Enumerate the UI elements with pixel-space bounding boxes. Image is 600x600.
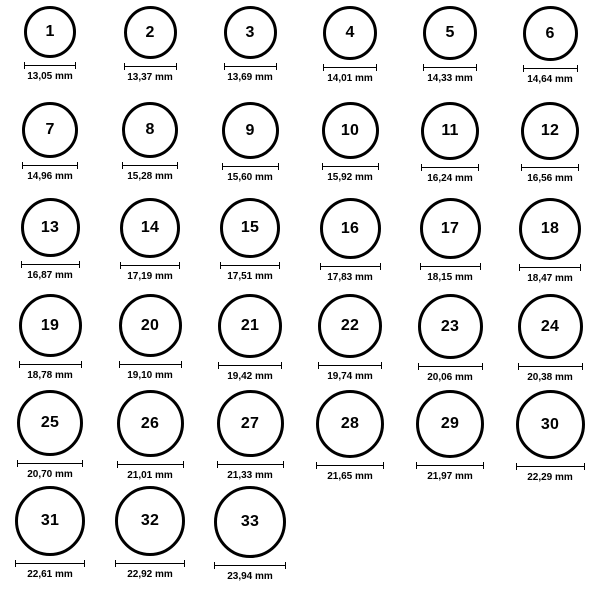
ring-size-cell (100, 102, 200, 198)
dimension-annotation (516, 463, 585, 483)
ring-circle (516, 390, 585, 459)
diameter-label: 13,69 mm (227, 72, 273, 83)
dimension-annotation (316, 462, 384, 482)
dimension-bar (24, 62, 76, 69)
ring-circle (318, 294, 382, 358)
dimension-annotation (214, 562, 286, 582)
diameter-label: 14,01 mm (327, 73, 373, 84)
ring-circle (15, 486, 85, 556)
diameter-label: 20,38 mm (527, 372, 573, 383)
ring-size-number: 1 (45, 23, 55, 40)
diameter-label: 20,06 mm (427, 372, 473, 383)
dimension-tick-left (322, 163, 323, 170)
ring-size-number: 5 (445, 24, 455, 41)
dimension-tick-left (19, 361, 20, 368)
ring-circle (217, 390, 284, 457)
dimension-bar (220, 262, 280, 269)
dimension-tick-left (416, 462, 417, 469)
ring-size-cell (100, 294, 200, 390)
dimension-tick-left (418, 363, 419, 370)
diameter-label: 15,92 mm (327, 172, 373, 183)
dimension-annotation (117, 461, 184, 481)
ring-size-number: 27 (240, 414, 260, 432)
ring-circle (322, 102, 379, 159)
ring-size-cell (500, 102, 600, 198)
dimension-bar (122, 162, 178, 169)
dimension-tick-right (483, 462, 484, 469)
ring-circle (320, 198, 381, 259)
ring-size-number: 28 (340, 415, 360, 432)
dimension-annotation (21, 261, 80, 281)
dimension-bar (119, 361, 182, 368)
ring-size-number: 29 (440, 415, 460, 432)
dimension-tick-right (75, 62, 76, 69)
diameter-label: 18,47 mm (527, 273, 573, 284)
diameter-label: 13,37 mm (127, 72, 173, 83)
ring-size-cell (400, 102, 500, 198)
dimension-tick-left (218, 362, 219, 369)
dimension-tick-right (381, 362, 382, 369)
diameter-label: 20,70 mm (27, 469, 73, 480)
dimension-annotation (320, 263, 381, 283)
dimension-annotation (521, 164, 579, 184)
ring-size-cell (100, 390, 200, 486)
dimension-tick-right (378, 163, 379, 170)
ring-size-cell (100, 198, 200, 294)
dimension-tick-right (177, 162, 178, 169)
ring-circle (316, 390, 384, 458)
ring-circle (521, 102, 579, 160)
dimension-annotation (115, 560, 185, 580)
ring-size-number: 6 (545, 24, 555, 42)
dimension-bar (516, 463, 585, 470)
dimension-tick-right (482, 363, 483, 370)
ring-size-cell (0, 6, 100, 102)
dimension-bar (15, 560, 85, 567)
dimension-bar (418, 363, 483, 370)
dimension-bar (523, 65, 578, 72)
dimension-bar (416, 462, 484, 469)
ring-size-number: 4 (345, 24, 355, 41)
dimension-tick-left (521, 164, 522, 171)
ring-circle (423, 6, 477, 60)
ring-circle (323, 6, 377, 60)
ring-size-number: 30 (540, 415, 560, 433)
diameter-label: 22,29 mm (527, 472, 573, 483)
ring-size-number: 10 (340, 121, 360, 139)
dimension-tick-right (476, 64, 477, 71)
ring-size-number: 7 (45, 121, 55, 138)
dimension-bar (117, 461, 184, 468)
dimension-tick-left (15, 560, 16, 567)
dimension-bar (120, 262, 180, 269)
diameter-label: 13,05 mm (27, 71, 73, 82)
diameter-label: 16,87 mm (27, 270, 73, 281)
dimension-annotation (124, 63, 177, 83)
dimension-tick-left (21, 261, 22, 268)
diameter-label: 21,65 mm (327, 471, 373, 482)
ring-size-number: 24 (540, 317, 560, 335)
ring-circle (218, 294, 282, 358)
ring-circle (21, 198, 80, 257)
dimension-bar (519, 264, 581, 271)
dimension-tick-left (316, 462, 317, 469)
ring-size-cell (200, 6, 300, 102)
ring-circle (220, 198, 280, 258)
dimension-tick-right (383, 462, 384, 469)
dimension-tick-right (376, 64, 377, 71)
ring-circle (418, 294, 483, 359)
dimension-tick-right (179, 262, 180, 269)
ring-circle (124, 6, 177, 59)
ring-circle (420, 198, 481, 259)
ring-size-cell (500, 294, 600, 390)
ring-size-cell (0, 198, 100, 294)
ring-circle (224, 6, 277, 59)
ring-size-cell (0, 102, 100, 198)
dimension-tick-left (217, 461, 218, 468)
ring-size-number: 16 (340, 219, 360, 237)
dimension-tick-left (423, 64, 424, 71)
diameter-label: 15,60 mm (227, 172, 273, 183)
dimension-tick-right (578, 164, 579, 171)
dimension-tick-left (519, 264, 520, 271)
ring-circle (19, 294, 82, 357)
dimension-tick-right (279, 262, 280, 269)
dimension-tick-left (318, 362, 319, 369)
ring-size-cell (300, 390, 400, 486)
dimension-bar (218, 362, 282, 369)
dimension-tick-right (176, 63, 177, 70)
diameter-label: 19,10 mm (127, 370, 173, 381)
dimension-bar (420, 263, 481, 270)
dimension-tick-left (421, 164, 422, 171)
dimension-tick-left (115, 560, 116, 567)
dimension-bar (19, 361, 82, 368)
ring-circle (117, 390, 184, 457)
diameter-label: 18,78 mm (27, 370, 73, 381)
dimension-tick-right (478, 164, 479, 171)
ring-size-number: 32 (140, 512, 160, 529)
diameter-label: 19,74 mm (327, 371, 373, 382)
ring-size-number: 21 (240, 317, 260, 334)
dimension-tick-right (183, 461, 184, 468)
dimension-annotation (318, 362, 382, 382)
ring-circle (22, 102, 78, 158)
diameter-label: 15,28 mm (127, 171, 173, 182)
dimension-tick-left (24, 62, 25, 69)
dimension-bar (518, 363, 583, 370)
dimension-tick-right (82, 460, 83, 467)
dimension-annotation (420, 263, 481, 283)
dimension-annotation (224, 63, 277, 83)
ring-circle (24, 6, 76, 58)
diameter-label: 21,01 mm (127, 470, 173, 481)
dimension-bar (320, 263, 381, 270)
ring-size-number: 15 (240, 219, 260, 236)
diameter-label: 16,24 mm (427, 173, 473, 184)
diameter-label: 17,51 mm (227, 271, 273, 282)
dimension-annotation (518, 363, 583, 383)
ring-size-cell (200, 198, 300, 294)
ring-size-number: 20 (140, 316, 160, 334)
dimension-tick-right (584, 463, 585, 470)
dimension-tick-right (81, 361, 82, 368)
dimension-tick-left (214, 562, 215, 569)
dimension-tick-left (119, 361, 120, 368)
dimension-annotation (24, 62, 76, 82)
dimension-tick-left (420, 263, 421, 270)
dimension-tick-left (222, 163, 223, 170)
dimension-annotation (523, 65, 578, 85)
dimension-tick-left (523, 65, 524, 72)
dimension-bar (217, 461, 284, 468)
dimension-bar (222, 163, 279, 170)
dimension-tick-right (276, 63, 277, 70)
dimension-bar (124, 63, 177, 70)
dimension-annotation (220, 262, 280, 282)
diameter-label: 18,15 mm (427, 272, 473, 283)
ring-circle (119, 294, 182, 357)
ring-size-number: 25 (40, 414, 60, 431)
diameter-label: 21,33 mm (227, 470, 273, 481)
diameter-label: 21,97 mm (427, 471, 473, 482)
dimension-bar (322, 163, 379, 170)
dimension-tick-right (77, 162, 78, 169)
dimension-tick-left (122, 162, 123, 169)
dimension-annotation (416, 462, 484, 482)
ring-circle (421, 102, 479, 160)
dimension-bar (214, 562, 286, 569)
ring-circle (518, 294, 583, 359)
ring-size-cell (200, 486, 300, 582)
dimension-bar (115, 560, 185, 567)
dimension-annotation (322, 163, 379, 183)
dimension-bar (323, 64, 377, 71)
dimension-tick-right (582, 363, 583, 370)
ring-size-cell (500, 198, 600, 294)
dimension-bar (17, 460, 83, 467)
dimension-tick-left (224, 63, 225, 70)
ring-size-cell (100, 486, 200, 582)
ring-size-cell (200, 390, 300, 486)
dimension-annotation (421, 164, 479, 184)
dimension-annotation (22, 162, 78, 182)
ring-size-number: 2 (145, 23, 155, 41)
dimension-tick-left (320, 263, 321, 270)
ring-size-cell (500, 6, 600, 102)
dimension-tick-left (516, 463, 517, 470)
ring-size-cell (400, 6, 500, 102)
ring-size-number: 31 (40, 512, 60, 529)
dimension-tick-left (22, 162, 23, 169)
ring-size-cell (300, 294, 400, 390)
dimension-tick-left (17, 460, 18, 467)
dimension-bar (21, 261, 80, 268)
ring-size-number: 26 (140, 414, 160, 432)
diameter-label: 14,33 mm (427, 73, 473, 84)
ring-size-number: 13 (40, 218, 60, 236)
ring-size-cell (200, 294, 300, 390)
diameter-label: 14,96 mm (27, 171, 73, 182)
ring-circle (416, 390, 484, 458)
dimension-tick-left (220, 262, 221, 269)
ring-size-cell (400, 198, 500, 294)
dimension-annotation (122, 162, 178, 182)
ring-size-number: 8 (145, 121, 155, 138)
ring-size-cell (0, 294, 100, 390)
ring-size-cell (400, 294, 500, 390)
ring-circle (17, 390, 83, 456)
dimension-annotation (217, 461, 284, 481)
ring-size-cell (200, 102, 300, 198)
dimension-bar (22, 162, 78, 169)
dimension-annotation (120, 262, 180, 282)
diameter-label: 17,19 mm (127, 271, 173, 282)
dimension-tick-right (380, 263, 381, 270)
dimension-tick-right (283, 461, 284, 468)
dimension-tick-right (577, 65, 578, 72)
ring-size-number: 19 (40, 316, 60, 334)
dimension-annotation (119, 361, 182, 381)
dimension-tick-right (79, 261, 80, 268)
dimension-annotation (418, 363, 483, 383)
diameter-label: 19,42 mm (227, 371, 273, 382)
diameter-label: 17,83 mm (327, 272, 373, 283)
ring-size-cell (0, 486, 100, 582)
dimension-bar (316, 462, 384, 469)
ring-circle (519, 198, 581, 260)
dimension-tick-left (120, 262, 121, 269)
dimension-bar (521, 164, 579, 171)
dimension-tick-right (184, 560, 185, 567)
ring-size-cell (100, 6, 200, 102)
ring-size-number: 12 (540, 122, 560, 139)
dimension-annotation (222, 163, 279, 183)
dimension-tick-left (117, 461, 118, 468)
ring-size-number: 22 (340, 317, 360, 334)
ring-size-number: 23 (440, 317, 460, 335)
ring-size-cell (0, 390, 100, 486)
dimension-bar (421, 164, 479, 171)
dimension-tick-left (124, 63, 125, 70)
dimension-annotation (323, 64, 377, 84)
dimension-tick-right (181, 361, 182, 368)
ring-size-cell (300, 102, 400, 198)
diameter-label: 22,61 mm (27, 569, 73, 580)
ring-size-cell (300, 198, 400, 294)
dimension-tick-left (323, 64, 324, 71)
ring-size-cell (300, 6, 400, 102)
diameter-label: 23,94 mm (227, 571, 273, 582)
ring-size-number: 9 (245, 121, 255, 139)
dimension-annotation (218, 362, 282, 382)
dimension-annotation (519, 264, 581, 284)
dimension-annotation (423, 64, 477, 84)
dimension-tick-right (278, 163, 279, 170)
ring-circle (214, 486, 286, 558)
ring-size-number: 18 (540, 220, 560, 237)
dimension-tick-left (518, 363, 519, 370)
dimension-bar (224, 63, 277, 70)
ring-size-number: 3 (245, 23, 255, 41)
dimension-annotation (17, 460, 83, 480)
ring-size-number: 11 (441, 122, 459, 139)
dimension-tick-right (285, 562, 286, 569)
dimension-bar (423, 64, 477, 71)
diameter-label: 16,56 mm (527, 173, 573, 184)
ring-size-cell (400, 390, 500, 486)
ring-size-number: 17 (440, 219, 460, 237)
diameter-label: 14,64 mm (527, 74, 573, 85)
ring-size-number: 33 (240, 513, 260, 530)
ring-circle (115, 486, 185, 556)
ring-circle (122, 102, 178, 158)
ring-size-number: 14 (140, 219, 160, 236)
dimension-annotation (15, 560, 85, 580)
ring-circle (120, 198, 180, 258)
ring-size-cell (500, 390, 600, 486)
dimension-tick-right (84, 560, 85, 567)
dimension-tick-right (281, 362, 282, 369)
dimension-annotation (19, 361, 82, 381)
ring-circle (523, 6, 578, 61)
dimension-tick-right (480, 263, 481, 270)
dimension-bar (318, 362, 382, 369)
diameter-label: 22,92 mm (127, 569, 173, 580)
ring-circle (222, 102, 279, 159)
dimension-tick-right (580, 264, 581, 271)
